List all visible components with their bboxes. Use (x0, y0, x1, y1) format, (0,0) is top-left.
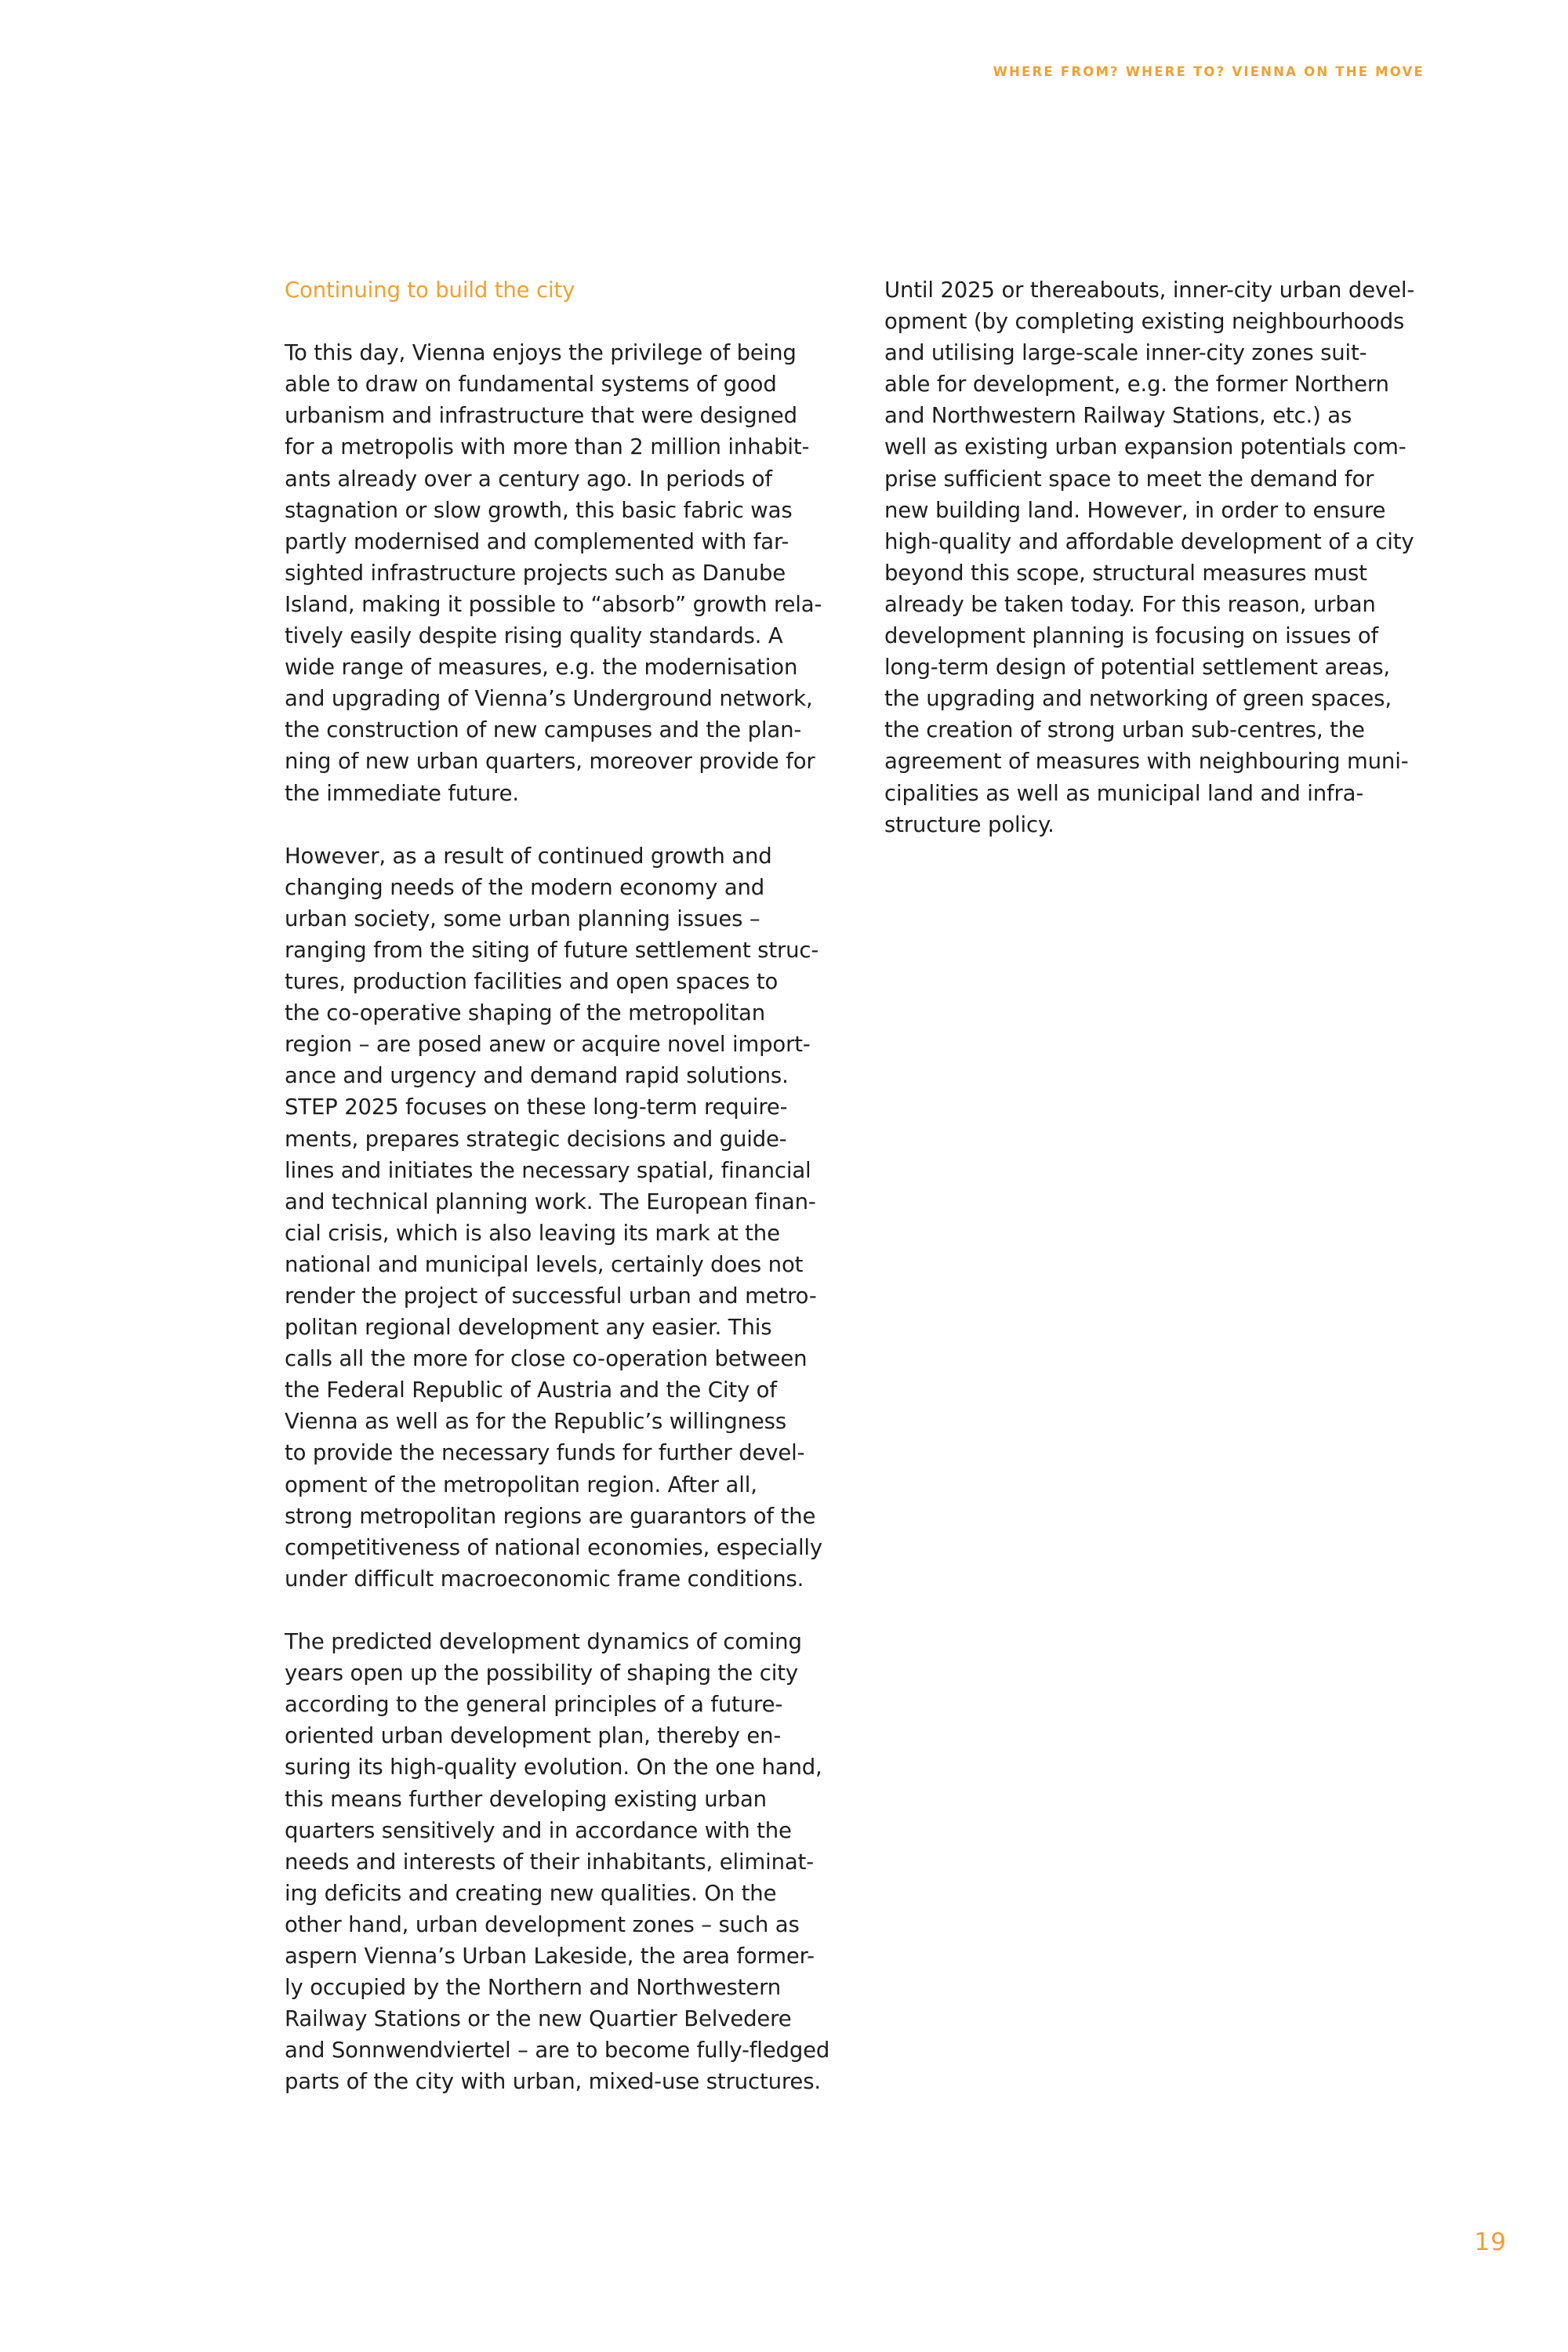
text-line: already be taken today. For this reason, urban (884, 591, 1376, 617)
right-column (884, 274, 1433, 840)
text-line: needs and interests of their inhabitants, eliminat- (285, 1849, 814, 1875)
text-line: under difficult macroeconomic frame conditions. (285, 1566, 804, 1592)
text-line: able for development, e.g. the former Northern (884, 372, 1389, 397)
body-paragraph (285, 840, 833, 1595)
body-paragraph (285, 337, 833, 808)
text-line: ance and urgency and demand rapid solutions. (285, 1063, 789, 1089)
text-line: politan regional development any easier. This (285, 1315, 772, 1341)
text-line: to provide the necessary funds for further devel- (285, 1440, 805, 1466)
text-line: To this day, Vienna enjoys the privilege of being (285, 340, 797, 366)
text-line: cipalities as well as municipal land and infra- (884, 780, 1364, 806)
text-line: partly modernised and complemented with far- (285, 528, 789, 554)
text-line: according to the general principles of a future- (285, 1692, 783, 1718)
paragraph-spacer (285, 809, 833, 840)
text-line: agreement of measures with neighbouring muni- (884, 749, 1409, 775)
right-column-body (884, 274, 1433, 840)
text-line: well as existing urban expansion potentials com- (884, 434, 1406, 460)
text-line: ants already over a century ago. In periods of (285, 466, 772, 492)
text-line: other hand, urban development zones – such as (285, 1911, 800, 1937)
text-line: urbanism and infrastructure that were designed (285, 403, 797, 429)
text-line: and upgrading of Vienna’s Underground network, (285, 686, 813, 712)
text-line: national and municipal levels, certainly does not (285, 1251, 804, 1277)
text-line: prise sufficient space to meet the demand for (884, 466, 1374, 492)
text-line: Railway Stations or the new Quartier Belvedere (285, 2006, 792, 2032)
text-line: oriented urban development plan, thereby en- (285, 1723, 782, 1749)
text-line: urban society, some urban planning issues – (285, 906, 760, 931)
text-line: strong metropolitan regions are guarantors of the (285, 1503, 816, 1529)
text-line: tures, production facilities and open spaces to (285, 969, 779, 995)
text-line: competitiveness of national economies, especially (285, 1534, 823, 1560)
left-column-body (285, 337, 833, 2097)
text-line: and technical planning work. The European finan- (285, 1189, 816, 1214)
text-line: sighted infrastructure projects such as Danube (285, 560, 786, 586)
text-line: changing needs of the modern economy and (285, 874, 765, 900)
text-line: The predicted development dynamics of coming (285, 1629, 802, 1655)
text-line: tively easily despite rising quality standards. A (285, 623, 783, 649)
text-line: Until 2025 or thereabouts, inner-city urban devel- (884, 278, 1415, 303)
text-line: opment of the metropolitan region. After all, (285, 1472, 757, 1497)
text-line: the creation of strong urban sub-centres, the (884, 717, 1365, 743)
text-line: the upgrading and networking of green spaces, (884, 686, 1392, 712)
text-line: parts of the city with urban, mixed-use structures. (285, 2069, 821, 2095)
text-line: ranging from the siting of future settlement struc- (285, 937, 819, 963)
text-line: ning of new urban quarters, moreover provide for (285, 749, 815, 775)
text-line: for a metropolis with more than 2 million inhabit- (285, 434, 810, 460)
text-line: structure policy. (884, 811, 1054, 837)
text-line: the construction of new campuses and the plan- (285, 717, 802, 743)
text-line: ments, prepares strategic decisions and guide- (285, 1126, 787, 1152)
text-line: region – are posed anew or acquire novel import- (285, 1032, 811, 1058)
text-line: the immediate future. (285, 780, 519, 806)
text-line: suring its high-quality evolution. On the one hand, (285, 1755, 822, 1780)
body-paragraph (285, 1626, 833, 2097)
text-line: quarters sensitively and in accordance with the (285, 1817, 792, 1843)
text-line: aspern Vienna’s Urban Lakeside, the area former- (285, 1943, 815, 1969)
running-header: WHERE FROM? WHERE TO? VIENNA ON THE MOVE (993, 64, 1425, 79)
paragraph-spacer (285, 1595, 833, 1626)
text-line: Vienna as well as for the Republic’s willingness (285, 1409, 787, 1435)
text-line: the Federal Republic of Austria and the City of (285, 1377, 777, 1403)
text-line: calls all the more for close co-operation between (285, 1346, 808, 1372)
text-line: and utilising large-scale inner-city zones suit- (884, 340, 1367, 366)
text-line: this means further developing existing urban (285, 1786, 767, 1812)
text-line: able to draw on fundamental systems of good (285, 372, 777, 397)
text-line: long-term design of potential settlement areas, (884, 655, 1390, 681)
text-line: and Northwestern Railway Stations, etc.) as (884, 403, 1352, 429)
paragraph-spacer (285, 306, 833, 337)
text-line: development planning is focusing on issues of (884, 623, 1379, 649)
body-paragraph (884, 274, 1433, 840)
text-line: However, as a result of continued growth and (285, 843, 772, 869)
text-line: beyond this scope, structural measures must (884, 560, 1367, 586)
text-line: and Sonnwendviertel – are to become fully-fledged (285, 2038, 830, 2063)
section-heading: Continuing to build the city (285, 278, 575, 303)
text-line: lines and initiates the necessary spatial, financial (285, 1157, 811, 1183)
left-column (285, 274, 833, 2097)
text-line: STEP 2025 focuses on these long-term require- (285, 1094, 788, 1120)
text-line: wide range of measures, e.g. the modernisation (285, 655, 798, 681)
text-line: opment (by completing existing neighbourhoods (884, 309, 1405, 335)
text-line: ly occupied by the Northern and Northwestern (285, 1975, 782, 2001)
page-number: 19 (1474, 2228, 1507, 2256)
text-line: stagnation or slow growth, this basic fabric was (285, 497, 793, 523)
text-line: the co-operative shaping of the metropolitan (285, 1000, 765, 1026)
text-line: render the project of successful urban and metro- (285, 1283, 817, 1308)
text-line: years open up the possibility of shaping the city (285, 1661, 798, 1686)
text-line: cial crisis, which is also leaving its mark at the (285, 1220, 780, 1246)
text-line: Island, making it possible to “absorb” growth rela- (285, 591, 822, 617)
text-line: ing deficits and creating new qualities. On the (285, 1880, 777, 1906)
text-line: high-quality and affordable development of a city (884, 528, 1414, 554)
text-line: new building land. However, in order to ensure (884, 497, 1386, 523)
